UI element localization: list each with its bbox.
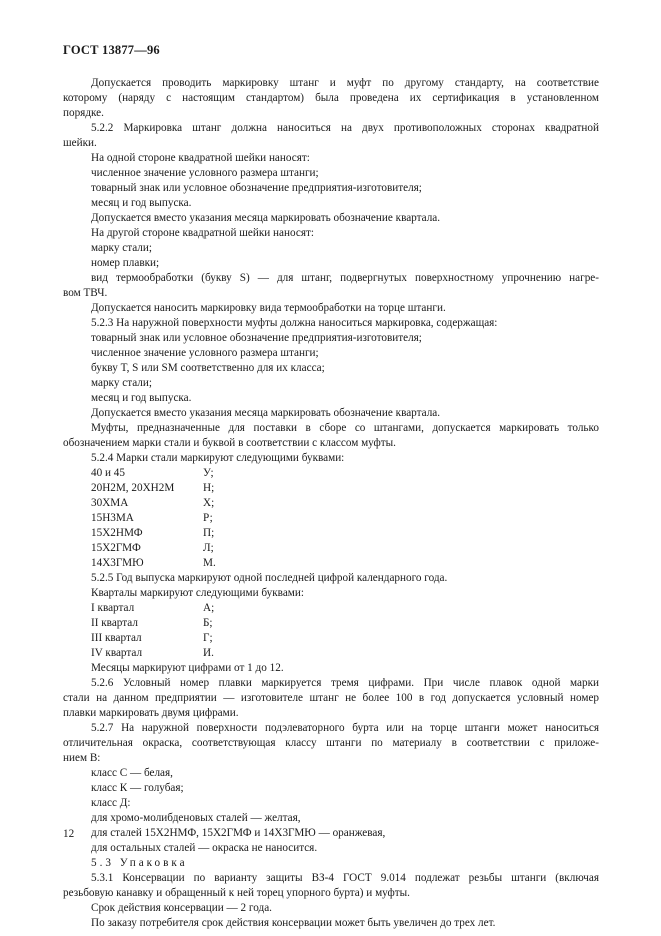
- steel-letter: М.: [203, 557, 216, 569]
- document-header: ГОСТ 13877—96: [63, 43, 160, 57]
- text-line: марку стали;: [91, 377, 152, 389]
- quarter-letter: Г;: [203, 632, 213, 644]
- text-line: отличительная окраска, соответствующая классу штанги по материалу в соответствии с приложе-: [63, 737, 599, 749]
- list-item: [91, 556, 599, 571]
- text-line: плавки маркировать двумя цифрами.: [63, 707, 239, 719]
- text-line: товарный знак или условное обозначение предприятия-изготовителя;: [91, 182, 422, 194]
- text-line: номер плавки;: [91, 257, 160, 269]
- page-number: 12: [63, 828, 75, 840]
- list-item: [91, 466, 599, 481]
- quarter-letter: Б;: [203, 617, 213, 629]
- list-item: [91, 481, 599, 496]
- text-line: 5.2.5 Год выпуска маркируют одной последней цифрой календарного года.: [91, 572, 448, 584]
- text-line: марку стали;: [91, 242, 152, 254]
- text-line: резьбовую канавку и обращенный к ней торец упорного бурта) и муфты.: [63, 887, 410, 899]
- text-line: для хромо-молибденовых сталей — желтая,: [91, 812, 301, 824]
- text-line: вом ТВЧ.: [63, 287, 108, 299]
- steel-letter: Р;: [203, 512, 213, 524]
- steel-grade: 14Х3ГМЮ: [91, 557, 144, 569]
- steel-grade: 15Х2ГМФ: [91, 542, 141, 554]
- list-item: [91, 601, 599, 616]
- text-line: Месяцы маркируют цифрами от 1 до 12.: [91, 662, 284, 674]
- text-line: обозначением марки стали и буквой в соответствии с классом муфты.: [63, 437, 396, 449]
- quarters-list: [63, 601, 599, 661]
- text-line: 5.2.7 На наружной поверхности подэлеваторного бурта или на торце штанги может наноситься: [91, 722, 599, 734]
- text-line: класс К — голубая;: [91, 782, 184, 794]
- steel-grade: 30ХМА: [91, 497, 129, 509]
- text-line: Допускается наносить маркировку вида термообработки на торце штанги.: [91, 302, 446, 314]
- steel-grade: 20Н2М, 20ХН2М: [91, 482, 175, 494]
- steel-grade: 40 и 45: [91, 467, 125, 479]
- text-line: вид термообработки (букву S) — для штанг, подвергнутых поверхностному упрочнению нагре-: [91, 272, 599, 284]
- list-item: [91, 511, 599, 526]
- text-line: для остальных сталей — окраска не наносится.: [91, 842, 318, 854]
- text-line: Срок действия консервации — 2 года.: [91, 902, 272, 914]
- text-line: 5.2.6 Условный номер плавки маркируется тремя цифрами. При числе плавок одной марки: [91, 677, 599, 689]
- steel-letter: Н;: [203, 482, 215, 494]
- section-heading: 5.3 Упаковка: [91, 857, 188, 869]
- text-line: численное значение условного размера штанги;: [91, 347, 319, 359]
- text-line: букву T, S или SM соответственно для их класса;: [91, 362, 325, 374]
- text-line: 5.2.4 Марки стали маркируют следующими буквами:: [91, 452, 345, 464]
- quarter-letter: И.: [203, 647, 214, 659]
- text-line: месяц и год выпуска.: [91, 392, 192, 404]
- text-line: товарный знак или условное обозначение предприятия-изготовителя;: [91, 332, 422, 344]
- text-line: 5.2.3 На наружной поверхности муфты должна наноситься маркировка, содержащая:: [91, 317, 498, 329]
- steel-letter: П;: [203, 527, 215, 539]
- quarter-name: III квартал: [91, 632, 142, 644]
- list-item: [91, 496, 599, 511]
- quarter-name: IV квартал: [91, 647, 143, 659]
- quarter-name: II квартал: [91, 617, 138, 629]
- text-line: класс Д:: [91, 797, 131, 809]
- text-line: численное значение условного размера штанги;: [91, 167, 319, 179]
- text-line: На одной стороне квадратной шейки наносят:: [91, 152, 310, 164]
- quarter-letter: А;: [203, 602, 215, 614]
- list-item: [91, 616, 599, 631]
- text-line: На другой стороне квадратной шейки наносят:: [91, 227, 314, 239]
- text-line: Допускается вместо указания месяца маркировать обозначение квартала.: [91, 212, 441, 224]
- text-line: которому (наряду с настоящим стандартом) была проведена их сертификация в установленном: [63, 92, 599, 104]
- text-line: 5.3.1 Консервации по варианту защиты ВЗ-4 ГОСТ 9.014 подлежат резьбы штанги (включая: [91, 872, 599, 884]
- text-line: стали на данном предприятии — изготовителе штанг не более 100 в год допускается условный номер: [63, 692, 599, 704]
- steel-grade: 15Х2НМФ: [91, 527, 143, 539]
- list-item: [91, 631, 599, 646]
- steel-letter: У;: [203, 467, 214, 479]
- steel-grade: 15Н3МА: [91, 512, 134, 524]
- list-item: [91, 646, 599, 661]
- text-line: шейки.: [63, 137, 97, 149]
- steel-letter: Х;: [203, 497, 215, 509]
- text-line: Кварталы маркируют следующими буквами:: [91, 587, 304, 599]
- steel-letter: Л;: [203, 542, 214, 554]
- text-line: порядке.: [63, 107, 104, 119]
- text-line: класс С — белая,: [91, 767, 173, 779]
- list-item: [91, 541, 599, 556]
- text-line: Допускается проводить маркировку штанг и муфт по другому стандарту, на соответствие: [91, 77, 599, 89]
- quarter-name: I квартал: [91, 602, 135, 614]
- text-line: месяц и год выпуска.: [91, 197, 192, 209]
- text-line: нием В:: [63, 752, 101, 764]
- text-line: для сталей 15Х2НМФ, 15Х2ГМФ и 14Х3ГМЮ — оранжевая,: [91, 827, 386, 839]
- text-line: 5.2.2 Маркировка штанг должна наноситься на двух противоположных сторонах квадратной: [91, 122, 599, 134]
- text-line: По заказу потребителя срок действия консервации может быть увеличен до трех лет.: [91, 917, 496, 929]
- list-item: [91, 526, 599, 541]
- text-line: Допускается вместо указания месяца маркировать обозначение квартала.: [91, 407, 441, 419]
- steel-marks-list: [63, 466, 599, 571]
- text-line: Муфты, предназначенные для поставки в сборе со штангами, допускается маркировать только: [91, 422, 599, 434]
- document-body: [63, 76, 599, 931]
